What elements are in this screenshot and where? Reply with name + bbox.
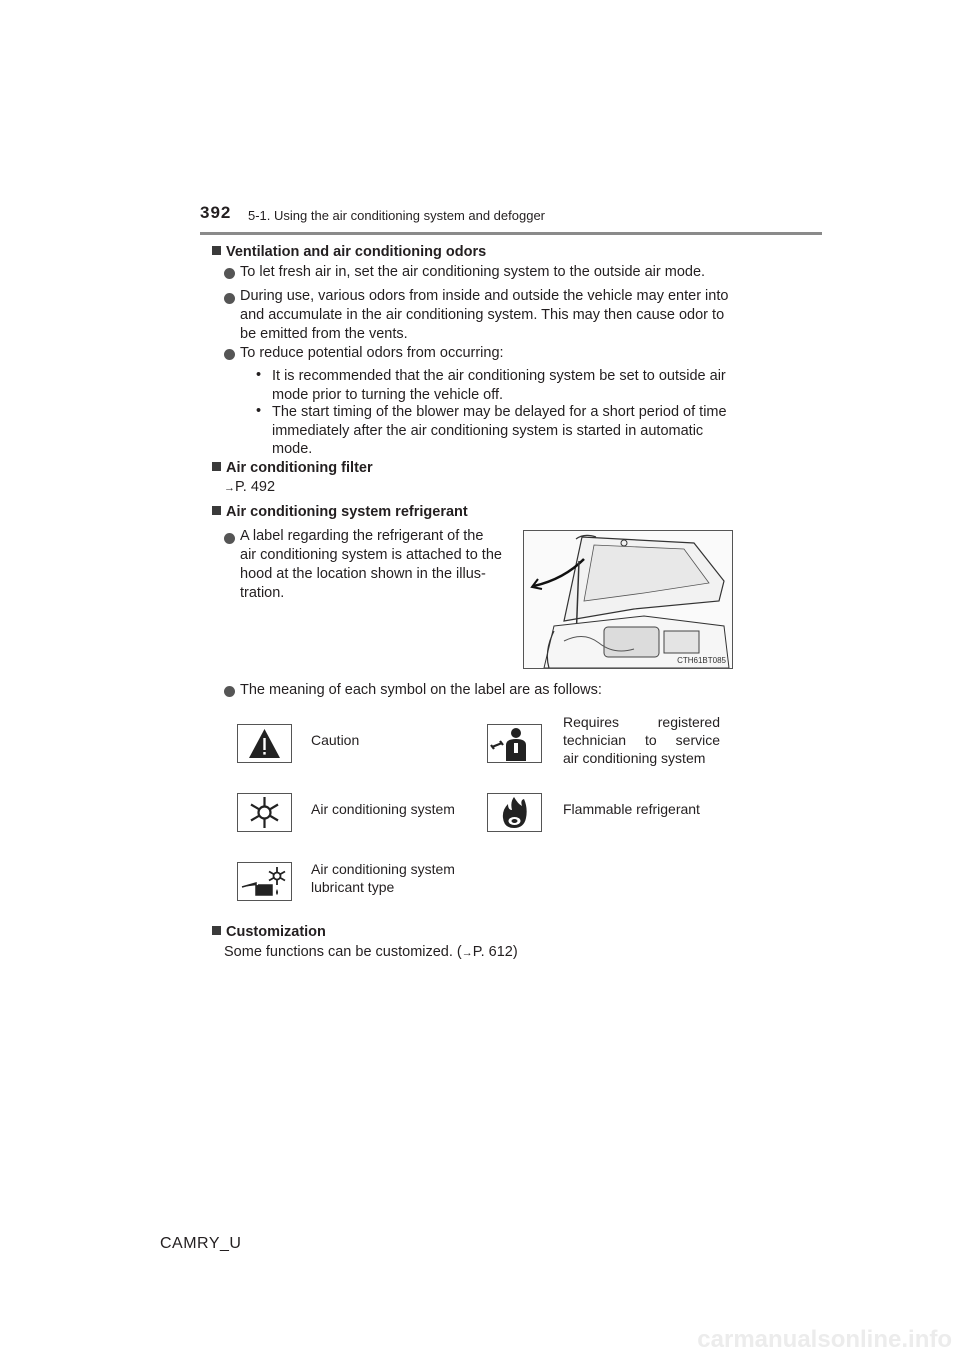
square-bullet-icon bbox=[212, 926, 221, 935]
flammable-label: Flammable refrigerant bbox=[563, 801, 700, 817]
ventilation-sub-1: It is recommended that the air conditioning system be set to outside air mode prior to turning the vehicle off. bbox=[272, 368, 726, 403]
ac-system-label: Air conditioning system bbox=[311, 801, 455, 817]
image-code: CTH61BT085 bbox=[677, 656, 726, 665]
ventilation-bullet-1: To let fresh air in, set the air conditioning system to the outside air mode. bbox=[240, 264, 706, 280]
bullet-dot-icon bbox=[224, 349, 235, 360]
hood-open-illustration bbox=[524, 531, 732, 668]
lubricant-symbol bbox=[237, 862, 292, 901]
page-number: 392 bbox=[200, 203, 232, 222]
bullet-dot-icon bbox=[224, 686, 235, 697]
section-title: 5-1. Using the air conditioning system and defogger bbox=[248, 208, 546, 223]
technician-symbol bbox=[487, 724, 542, 763]
flame-icon bbox=[488, 794, 541, 831]
heading-refrigerant: Air conditioning system refrigerant bbox=[212, 504, 468, 520]
filter-page-ref[interactable]: →P. 492 bbox=[224, 479, 276, 495]
ventilation-sub-2: The start timing of the blower may be delayed for a short period of time immediately after the air conditioning system is started in automatic mode. bbox=[272, 404, 727, 457]
heading-filter: Air conditioning filter bbox=[212, 460, 373, 476]
technician-label: Requires registered technician to service air conditioning system bbox=[563, 714, 720, 766]
technician-icon bbox=[488, 725, 541, 762]
bullet-dot-icon bbox=[224, 533, 235, 544]
ventilation-bullet-3: To reduce potential odors from occurring: bbox=[240, 345, 504, 361]
hood-illustration bbox=[523, 530, 733, 669]
square-bullet-icon bbox=[212, 462, 221, 471]
square-bullet-icon bbox=[212, 506, 221, 515]
arrow-icon: → bbox=[461, 947, 473, 959]
lubricant-label: Air conditioning system lubricant type bbox=[311, 861, 455, 895]
square-bullet-icon bbox=[212, 246, 221, 255]
heading-customization: Customization bbox=[212, 924, 326, 940]
arrow-icon: → bbox=[224, 482, 235, 494]
flammable-symbol bbox=[487, 793, 542, 832]
bullet-dot-icon bbox=[224, 293, 235, 304]
warning-triangle-icon bbox=[238, 725, 291, 762]
model-code: CAMRY_U bbox=[160, 1235, 242, 1252]
customization-page-ref[interactable]: →P. 612 bbox=[461, 944, 513, 960]
caution-symbol bbox=[237, 724, 292, 763]
header-rule bbox=[200, 232, 822, 235]
ventilation-bullet-2: During use, various odors from inside and outside the vehicle may enter into and accumulate in the air conditioning system. This may then cause odor to be emitted from the vents. bbox=[240, 288, 729, 342]
refrigerant-bullet-1: A label regarding the refrigerant of the air conditioning system is attached to the hood at the location shown in the illus- tration. bbox=[240, 528, 502, 601]
sub-bullet-icon: • bbox=[256, 367, 262, 383]
heading-ventilation: Ventilation and air conditioning odors bbox=[212, 244, 486, 260]
snowflake-icon bbox=[238, 794, 291, 831]
watermark: carmanualsonline.info bbox=[697, 1326, 952, 1353]
sub-bullet-icon: • bbox=[256, 403, 262, 419]
ac-system-symbol bbox=[237, 793, 292, 832]
customization-text: Some functions can be customized. (→P. 612) bbox=[224, 944, 518, 960]
caution-label: Caution bbox=[311, 732, 360, 748]
refrigerant-bullet-2: The meaning of each symbol on the label are as follows: bbox=[240, 682, 602, 698]
oil-can-snowflake-icon bbox=[238, 863, 291, 900]
bullet-dot-icon bbox=[224, 268, 235, 279]
